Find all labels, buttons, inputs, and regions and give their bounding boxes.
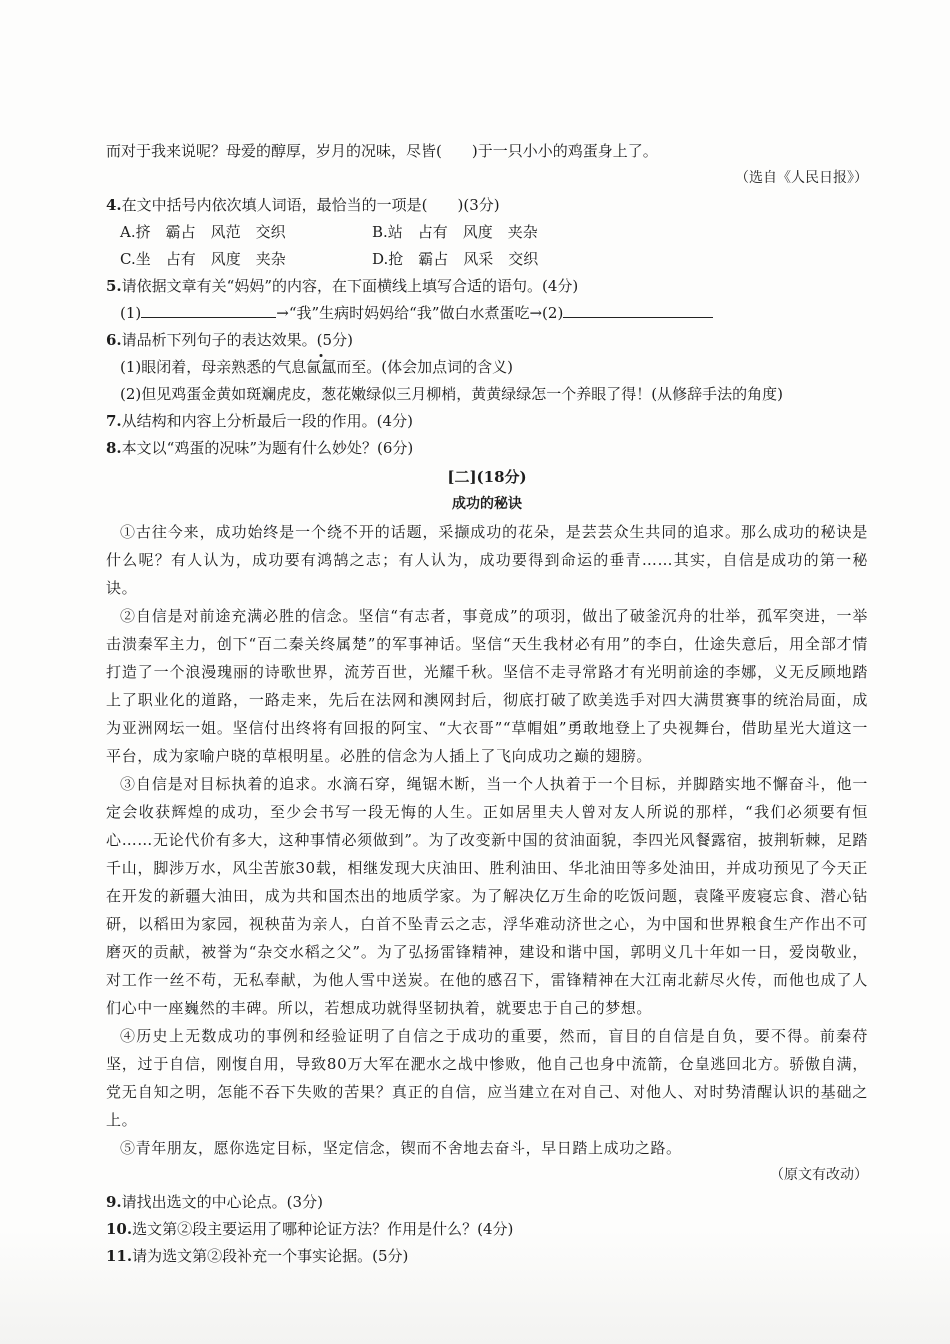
- question-text: 选文第②段主要运用了哪种论证方法？作用是什么？(4分): [132, 1220, 514, 1238]
- question-text: 从结构和内容上分析最后一段的作用。(4分): [121, 412, 413, 430]
- q6-sub1-hint: 而至。(体会加点词的含义): [336, 358, 513, 376]
- question-8: [106, 435, 868, 462]
- question-number: 4.: [106, 196, 122, 214]
- option-b: B.站 占有 风度 夹杂: [372, 223, 538, 241]
- paragraph-5: ⑤青年朋友，愿你选定目标，坚定信念，锲而不舍地去奋斗，早日踏上成功之路。: [120, 1139, 682, 1157]
- document-content: [106, 138, 868, 1270]
- question-text: 本文以“鸡蛋的况味”为题有什么妙处？(6分): [121, 439, 414, 457]
- question-text: 在文中括号内依次填人词语，最恰当的一项是( )(3分): [121, 196, 500, 214]
- paragraph-4: ④历史上无数成功的事例和经验证明了自信之于成功的重要，然而，盲目的自信是自负，要不得。前秦苻坚，过于自信，刚愎自用，导致80万大军在淝水之战中惨败，他自己也身中流箭，仓皇逃回北方。骄傲自满，党无自知之明，怎能不吞下失败的苦果？真正的自信，应当建立在对自己、对他人、对时势清醒认识的基础之上。: [106, 1027, 868, 1129]
- option-c: C.坐 占有 风度 夹杂: [120, 250, 286, 268]
- question-4: [106, 192, 868, 219]
- question-9: [106, 1189, 868, 1216]
- intro-line: 而对于我来说呢？母爱的醇厚，岁月的况味，尽皆( )于一只小小的鸡蛋身上了。: [106, 142, 658, 160]
- question-6: [106, 327, 868, 354]
- q6-sub1: [106, 354, 868, 381]
- source-note: （选自《人民日报》）: [735, 170, 868, 186]
- option-a: A.挤 霸占 风范 交织: [120, 223, 286, 241]
- article-title: 成功的秘诀: [452, 496, 522, 512]
- question-number: 9.: [106, 1193, 122, 1211]
- question-text: 请找出选文的中心论点。(3分): [121, 1193, 323, 1211]
- question-number: 11.: [106, 1247, 133, 1265]
- option-d: D.抢 霸占 风采 交织: [372, 250, 539, 268]
- q6-sub2: (2)但见鸡蛋金黄如斑斓虎皮，葱花嫩绿似三月柳梢，黄黄绿绿怎一个养眼了得！(从修辞手法的角度): [120, 385, 783, 403]
- question-number: 8.: [106, 439, 122, 457]
- question-number: 6.: [106, 331, 122, 349]
- q6-sub1-text: (1)眼闭着，母亲熟悉的气息: [120, 358, 307, 376]
- q5-part1-label: (1): [120, 304, 142, 322]
- q4-options-row-2: [106, 246, 868, 273]
- paragraph-1: ①古往今来，成功始终是一个绕不开的话题，采撷成功的花朵，是芸芸众生共同的追求。那么成功的秘诀是什么呢？有人认为，成功要有鸿鹄之志；有人认为，成功要得到命运的垂青……其实，自信是成功的第一秘诀。: [106, 523, 868, 597]
- q4-options-row-1: [106, 219, 868, 246]
- answer-blank-1[interactable]: [141, 301, 276, 318]
- question-7: [106, 408, 868, 435]
- revision-note: （原文有改动）: [770, 1167, 868, 1183]
- question-number: 7.: [106, 412, 122, 430]
- question-text: 请依据文章有关“妈妈”的内容，在下面横线上填写合适的语句。(4分): [121, 277, 579, 295]
- section-title: [二](18分): [447, 468, 527, 486]
- question-text: 请品析下列句子的表达效果。(5分): [121, 331, 353, 349]
- q5-middle-text: →“我”生病时妈妈给“我”做白水煮蛋吃→(2): [276, 304, 564, 322]
- answer-blank-2[interactable]: [563, 301, 713, 318]
- paragraph-2: ②自信是对前途充满必胜的信念。坚信“有志者，事竟成”的项羽，做出了破釜沉舟的壮举，孤军突进，一举击溃秦军主力，创下“百二秦关终属楚”的军事神话。坚信“天生我材必有用”的李白，仕途失意后，用全部才情打造了一个浪漫瑰丽的诗歌世界，流芳百世，光耀千秋。坚信不走寻常路才有光明前途的李娜，义无反顾地踏上了职业化的道路，一路走来，先后在法网和澳网封后，彻底打破了欧美选手对四大满贯赛事的统治局面，成为亚洲网坛一姐。坚信付出终将有回报的阿宝、“大衣哥”“草帽姐”勇敢地登上了央视舞台，借助星光大道这一平台，成为家喻户晓的草根明星。必胜的信念为人插上了飞向成功之巅的翅膀。: [106, 607, 868, 765]
- question-10: [106, 1216, 868, 1243]
- question-text: 请为选文第②段补充一个事实论据。(5分): [132, 1247, 409, 1265]
- question-11: [106, 1243, 868, 1270]
- dotted-word: 氤氲: [306, 358, 337, 376]
- question-number: 5.: [106, 277, 122, 295]
- question-number: 10.: [106, 1220, 133, 1238]
- q5-fill-line: [106, 300, 868, 327]
- paragraph-3: ③自信是对目标执着的追求。水滴石穿，绳锯木断，当一个人执着于一个目标，并脚踏实地不懈奋斗，他一定会收获辉煌的成功，至少会书写一段无悔的人生。正如居里夫人曾对友人所说的那样，“我们必须要有恒心……无论代价有多大，这种事情必须做到”。为了改变新中国的贫油面貌，李四光风餐露宿，披荆斩棘，足踏千山，脚涉万水，风尘苦旅30载，相继发现大庆油田、胜利油田、华北油田等多处油田，并成功预见了今天正在开发的新疆大油田，成为共和国杰出的地质学家。为了解决亿万生命的吃饭问题，袁隆平废寝忘食、潜心钻研，以稻田为家园，视秧苗为亲人，白首不坠青云之志，浮华难动济世之心，为中国和世界粮食生产作出不可磨灭的贡献，被誉为“杂交水稻之父”。为了弘扬雷锋精神，建设和谐中国，郭明义几十年如一日，爱岗敬业，对工作一丝不苟，无私奉献，为他人雪中送炭。在他的感召下，雷锋精神在大江南北薪尽火传，而他也成了人们心中一座巍然的丰碑。所以，若想成功就得坚韧执着，就要忠于自己的梦想。: [106, 775, 868, 1017]
- question-5: [106, 273, 868, 300]
